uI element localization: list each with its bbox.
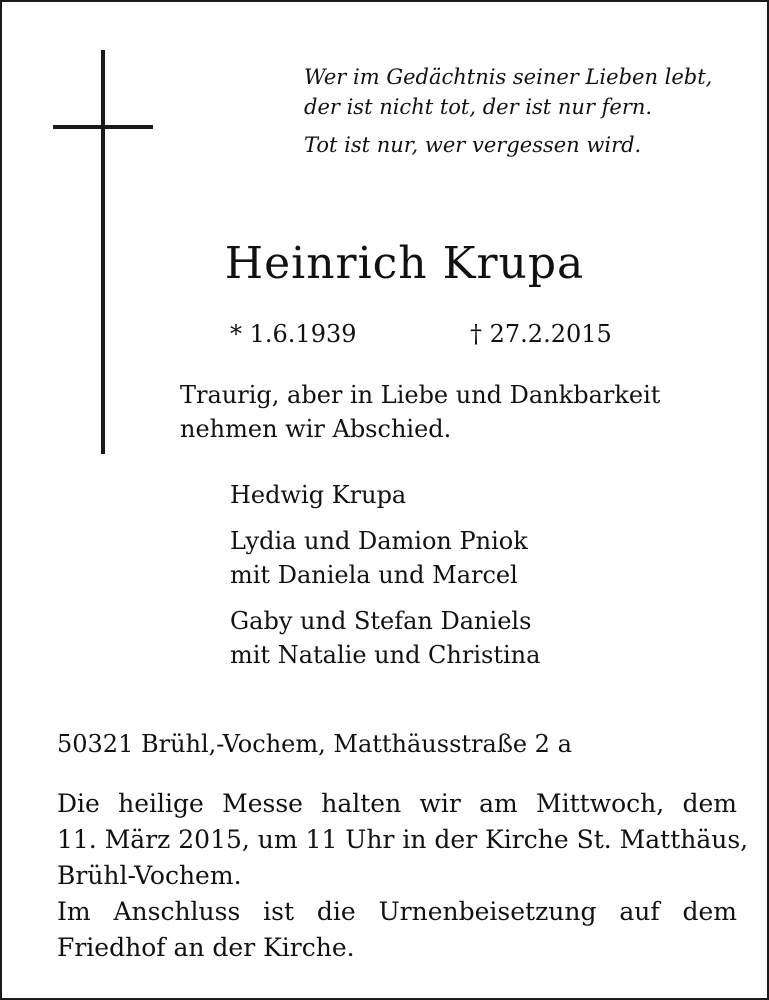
address: 50321 Brühl,-Vochem, Matthäusstraße 2 a	[57, 730, 572, 758]
quote-line: der ist nicht tot, der ist nur fern.	[304, 95, 653, 119]
mourning-line: Traurig, aber in Liebe und Dankbarkeit	[180, 381, 661, 409]
cross-horizontal-bar	[53, 125, 153, 129]
family-group	[230, 524, 750, 592]
mourning-statement	[180, 378, 740, 446]
mourning-line: nehmen wir Abschied.	[180, 415, 452, 443]
family-group	[230, 478, 750, 512]
notice-line: Im Anschluss ist die Urnenbeisetzung auf dem	[57, 897, 737, 926]
birth-date: * 1.6.1939	[230, 320, 357, 348]
notice-line: Die heilige Messe halten wir am Mittwoch, dem	[57, 789, 737, 818]
quote-line: Tot ist nur, wer vergessen wird.	[304, 133, 642, 157]
funeral-notice	[57, 786, 749, 966]
family-member: mit Natalie und Christina	[230, 641, 541, 669]
notice-line: 11. März 2015, um 11 Uhr in der Kirche St. Matthäus,	[57, 825, 749, 854]
deceased-name: Heinrich Krupa	[224, 238, 585, 289]
notice-line: Brühl-Vochem.	[57, 861, 242, 890]
quote-line: Wer im Gedächtnis seiner Lieben lebt,	[304, 65, 713, 89]
family-member: Hedwig Krupa	[230, 481, 407, 509]
family-member: Lydia und Damion Pniok	[230, 527, 528, 555]
family-group	[230, 604, 750, 672]
family-member: Gaby und Stefan Daniels	[230, 607, 532, 635]
family-member: mit Daniela und Marcel	[230, 561, 518, 589]
memorial-quote	[304, 62, 744, 160]
family-list	[230, 478, 750, 684]
notice-line: Friedhof an der Kirche.	[57, 933, 355, 962]
death-date: † 27.2.2015	[470, 320, 612, 348]
